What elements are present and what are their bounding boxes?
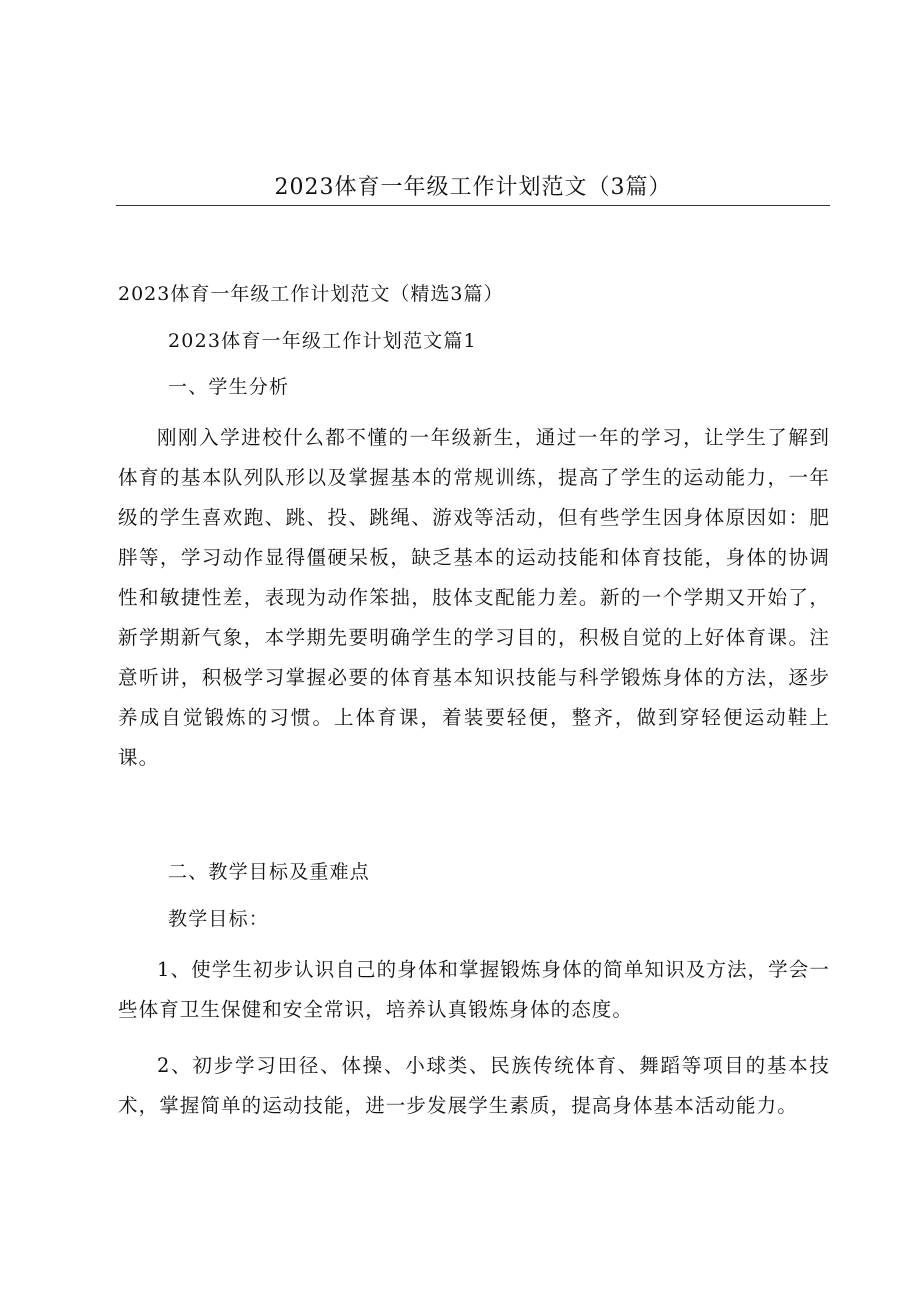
goals-label: 教学目标： [168,908,270,930]
goal-item-1: 1、使学生初步认识自己的身体和掌握锻炼身体的简单知识及方法，学会一些体育卫生保健和安全常识，培养认真锻炼身体的态度。 [118,958,830,1021]
section-heading-goals: 二、教学目标及重难点 [168,861,371,883]
article-heading: 2023体育一年级工作计划范文篇1 [168,330,477,352]
goal-item-2: 2、初步学习田径、体操、小球类、民族传统体育、舞蹈等项目的基本技术，掌握简单的运动技能，进一步发展学生素质，提高身体基本活动能力。 [118,1054,830,1117]
section-heading-student-analysis: 一、学生分析 [168,376,290,398]
document-title: 2023体育一年级工作计划范文（3篇） [274,175,672,200]
title-underline [116,205,830,206]
student-analysis-paragraph: 刚刚入学进校什么都不懂的一年级新生，通过一年的学习，让学生了解到体育的基本队列队形以及掌握基本的常规训练，提高了学生的运动能力，一年级的学生喜欢跑、跳、投、跳绳、游戏等活动，但有些学生因身体原因如：肥胖等，学习动作显得僵硬呆板，缺乏基本的运动技能和体育技能，身体的协调性和敏捷性差，表现为动作笨拙，肢体支配能力差。新的一个学期又开始了，新学期新气象，本学期先要明确学生的学习目的，积极自觉的上好体育课。注意听讲，积极学习掌握必要的体育基本知识技能与科学锻炼身体的方法，逐步养成自觉锻炼的习惯。上体育课，着装要轻便，整齐，做到穿轻便运动鞋上课。 [118,426,830,769]
document-subtitle: 2023体育一年级工作计划范文（精选3篇） [118,283,504,305]
